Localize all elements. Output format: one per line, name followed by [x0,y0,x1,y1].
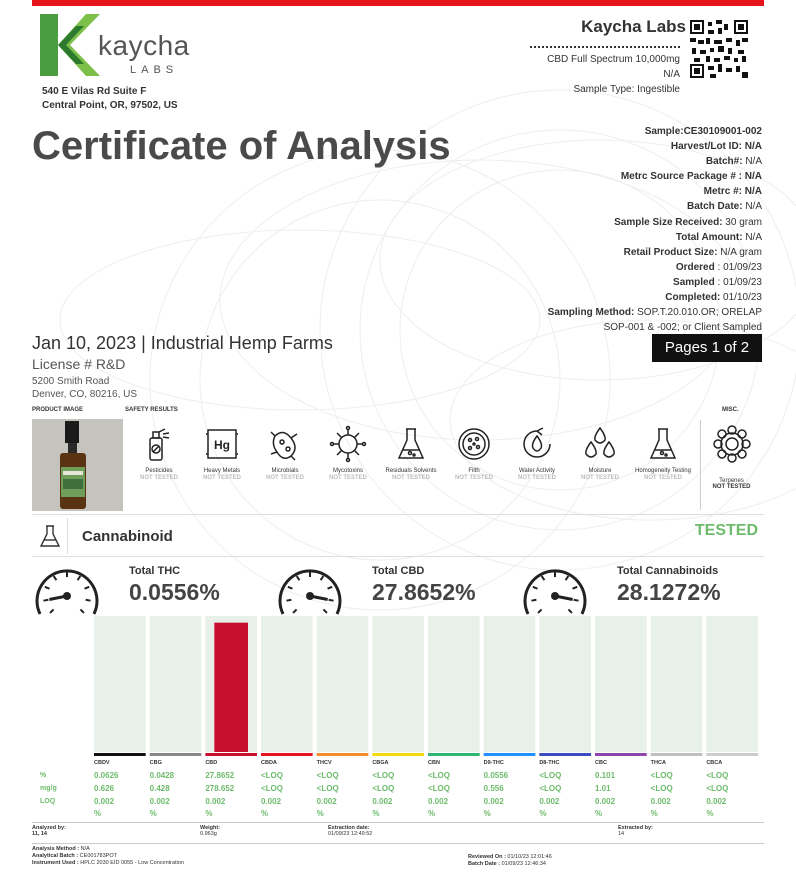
safety-label: Heavy Metals [203,468,241,474]
gauge-icon [520,562,590,620]
meta-row [548,139,762,154]
meta-value: : 01/09/23 [714,276,762,288]
table-cell: <LOQ [316,784,339,793]
spray-icon [139,424,179,464]
safety-results-header: SAFETY RESULTS [125,407,178,413]
safety-label: Filth [468,468,480,474]
row-label: LOQ [40,798,56,805]
meta-value: SOP-001 & -002; or Client Sampled [603,322,762,334]
category-color-line [317,753,369,756]
meta-key: Sampled [673,276,715,288]
table-cell: 1.01 [595,784,611,793]
misc-label: Terpenes [719,478,744,484]
category-color-line [706,753,758,756]
column-name: CBDA [261,760,277,766]
table-cell: % [372,809,380,818]
extraction-date [328,825,372,837]
table-cell: <LOQ [261,784,284,793]
meta-key: Metrc Source Package # : N/A [620,171,762,183]
gauge-value: 27.8652% [372,579,476,605]
safety-item [632,420,694,510]
extracted-by-value: 14 [618,831,625,837]
bar-background [372,616,424,752]
table-cell: 0.002 [428,797,449,806]
lab-address-line1: 540 E Vilas Rd Suite F [42,86,147,97]
gauge-icon [32,562,102,620]
table-cell: <LOQ [372,771,395,780]
reviewed-on-value: 01/10/23 12:01:46 [505,854,552,860]
table-cell: <LOQ [428,784,451,793]
gauge-icon [275,562,345,620]
column-name: CBN [428,760,440,766]
table-cell: % [706,809,714,818]
meta-key: Batch#: [705,156,743,168]
meta-row [548,154,762,169]
table-cell: 0.002 [149,797,170,806]
meta-key: Completed: [665,292,721,304]
category-color-line [94,753,146,756]
bar-background [428,616,480,752]
table-cell: % [149,809,157,818]
instrument-label: Instrument Used : [32,860,79,866]
misc-terpenes [700,420,762,510]
gauge-value: 0.0556% [129,579,220,605]
table-cell: <LOQ [539,771,562,780]
column-name: D9-THC [483,760,504,766]
bar-background [94,616,146,752]
table-cell: 0.002 [372,797,393,806]
safety-item [380,420,442,510]
meta-key: Sample:CE30109001-002 [644,126,762,137]
safety-label: Mycotoxins [332,468,363,474]
safety-status: NOT TESTED [265,475,304,481]
table-cell: 0.002 [595,797,616,806]
row-label: % [40,772,47,779]
misc-header: MISC. [722,407,739,413]
meta-row [548,290,762,305]
product-image-header: PRODUCT IMAGE [32,407,83,413]
safety-item [191,420,253,510]
instrument-value: HPLC 2030 EID 0055 - Low Concentration [78,860,184,866]
table-cell: 27.8652 [205,771,235,780]
sample-type: Sample Type: Ingestible [573,84,680,95]
batch-date-value: 01/09/23 12:46:34 [500,861,546,867]
safety-label: Water Activity [518,468,556,474]
svg-text:Hg: Hg [214,438,230,452]
product-image [32,419,123,511]
safety-status: NOT TESTED [580,475,619,481]
safety-status: NOT TESTED [202,475,241,481]
petri-icon [454,424,494,464]
meta-row [548,305,762,320]
meta-key: Ordered [675,261,715,273]
analyzed-by [32,825,66,837]
meta-key: Batch Date: [686,201,743,213]
table-cell: % [94,809,102,818]
table-cell: 0.0428 [149,771,175,780]
dotted-divider [530,46,680,48]
category-color-line [428,753,480,756]
table-cell: % [428,809,436,818]
analysis-method-label: Analysis Method : [32,846,80,852]
meta-row [548,124,762,139]
table-cell: % [261,809,269,818]
meta-key: Sampling Method: [547,307,635,319]
weight [200,825,220,837]
cannabinoid-bar-chart [93,616,761,756]
category-color-line [261,753,313,756]
pages-indicator: Pages 1 of 2 [652,334,762,362]
table-cell: 0.0626 [94,771,119,780]
bar-cbd [214,623,248,752]
category-color-line [651,753,703,756]
safety-status: NOT TESTED [643,475,682,481]
table-cell: % [316,809,324,818]
row-label: mg/g [40,785,57,792]
product-info [547,52,680,97]
meta-key: Harvest/Lot ID: N/A [670,141,762,153]
safety-status: NOT TESTED [391,475,430,481]
table-cell: <LOQ [316,771,339,780]
table-cell: <LOQ [428,771,451,780]
column-name: CBD [205,760,218,766]
table-cell: 0.002 [650,797,671,806]
client-city: Denver, CO, 80216, US [32,389,138,400]
category-color-line [372,753,424,756]
bar-background [539,616,591,752]
gauge-label: Total CBD [372,565,425,577]
analyzed-by-label: Analyzed by: [32,825,66,831]
misc-status: NOT TESTED [712,484,751,490]
microbe-icon [265,424,305,464]
safety-status: NOT TESTED [517,475,556,481]
table-cell: <LOQ [650,771,673,780]
flask-icon [32,518,68,554]
brand-sub: LABS [130,64,179,76]
product-name: CBD Full Spectrum 10,000mg [547,54,680,65]
reviewed-on-label: Reviewed On : [468,854,506,860]
meta-row [548,245,762,260]
table-cell: <LOQ [706,784,729,793]
table-cell: 0.101 [595,771,616,780]
meta-key: Total Amount: [675,231,743,243]
analytical-batch-label: Analytical Batch : [32,853,79,859]
client-license: License # R&D [32,356,126,372]
safety-item [128,420,190,510]
divider [32,843,764,844]
bar-background [651,616,703,752]
kaycha-logo-icon [40,14,100,76]
table-cell: 0.002 [205,797,226,806]
weight-label: Weight: [200,825,221,831]
category-color-line [205,753,257,756]
extracted-by-label: Extracted by: [618,825,653,831]
flask-icon [643,424,683,464]
analysis-method-value: N/A [79,846,90,852]
gauge-value: 28.1272% [617,579,721,605]
meta-key: Retail Product Size: [623,246,718,258]
divider [32,822,764,823]
table-cell: <LOQ [372,784,395,793]
table-cell: <LOQ [650,784,673,793]
terpene-flower-icon [712,424,752,464]
meta-value: 01/10/23 [720,292,762,304]
safety-label: Residuals Solvents [385,468,437,474]
flask-icon [391,424,431,464]
meta-value: SOP.T.20.010.OR; ORELAP [634,307,762,319]
table-cell: 0.002 [261,797,282,806]
table-cell: 0.002 [706,797,727,806]
sample-metadata [548,124,762,335]
table-cell: <LOQ [261,771,284,780]
meta-row [548,215,762,230]
cannabinoid-icon-box [32,518,68,554]
safety-label: Microbials [271,468,299,474]
safety-results-row [128,420,700,510]
category-color-line [484,753,536,756]
extraction-date-label: Extraction date: [328,825,370,831]
column-name: CBG [149,760,162,766]
bar-background [595,616,647,752]
drops-icon [580,424,620,464]
cannabinoid-status: TESTED [694,522,758,539]
divider [32,556,764,557]
bar-background [317,616,369,752]
batch-date-label: Batch Date : [468,861,501,867]
client-date-heading: Jan 10, 2023 | Industrial Hemp Farms [32,333,333,353]
water-cycle-icon [517,424,557,464]
extracted-by [618,825,653,837]
table-cell: % [483,809,491,818]
column-name: D8-THC [539,760,560,766]
table-cell: 0.002 [483,797,504,806]
column-name: CBGA [372,760,389,766]
gauge-label: Total Cannabinoids [617,565,719,577]
divider [32,514,764,515]
table-cell: 0.002 [316,797,337,806]
meta-row [548,230,762,245]
meta-value: N/A [742,156,762,168]
safety-item [506,420,568,510]
safety-item [254,420,316,510]
bar-background [261,616,313,752]
meta-value: N/A gram [717,246,762,258]
column-name: THCA [650,760,666,766]
lab-address-line2: Central Point, OR, 97502, US [42,100,178,111]
cannabinoid-title: Cannabinoid [82,528,173,545]
category-color-line [595,753,647,756]
gauge-label: Total THC [129,565,181,577]
meta-value: : 01/09/23 [714,261,762,273]
table-cell: 0.0556 [483,771,509,780]
safety-status: NOT TESTED [328,475,367,481]
table-cell: 0.002 [539,797,560,806]
top-accent-bar [32,0,764,6]
weight-value: 0.963g [200,831,217,837]
table-cell: 0.556 [483,784,504,793]
bar-background [150,616,202,752]
meta-key: Sample Size Received: [614,216,723,228]
meta-value: N/A [742,201,762,213]
meta-row [548,184,762,199]
meta-value: N/A [742,231,762,243]
meta-row [548,199,762,214]
table-cell: % [539,809,547,818]
analyzed-by-value: 11, 14 [32,831,47,837]
page-title: Certificate of Analysis [32,124,451,168]
virus-icon [328,424,368,464]
column-name: CBCA [706,760,723,766]
analysis-details [32,846,184,867]
safety-status: NOT TESTED [454,475,493,481]
table-cell: <LOQ [706,771,729,780]
lab-name: Kaycha Labs [581,17,686,36]
client-street: 5200 Smith Road [32,376,110,387]
column-name: CBDV [94,760,110,766]
meta-row [548,275,762,290]
product-na: N/A [663,69,680,80]
table-cell: 0.002 [94,797,115,806]
safety-item [443,420,505,510]
safety-item [569,420,631,510]
meta-key: Metrc #: N/A [703,186,762,198]
meta-row [548,260,762,275]
table-cell: % [205,809,213,818]
hg-icon [202,424,242,464]
safety-item [317,420,379,510]
safety-label: Moisture [588,468,612,474]
extraction-date-value: 01/09/23 12:49:52 [328,831,373,837]
table-cell: 0.626 [94,784,115,793]
analytical-batch-value: CE001783POT [78,853,117,859]
safety-label: Pesticides [145,468,173,474]
meta-value: 30 gram [722,216,762,228]
category-color-line [539,753,591,756]
table-cell: % [595,809,603,818]
table-cell: % [650,809,658,818]
column-name: THCV [316,760,332,766]
column-name: CBC [595,760,607,766]
review-details [468,854,552,868]
category-color-line [150,753,202,756]
safety-status: NOT TESTED [139,475,178,481]
bar-background [484,616,536,752]
bar-background [706,616,758,752]
table-cell: 0.428 [149,784,170,793]
brand-name: kaycha [98,30,190,61]
meta-row [548,169,762,184]
qr-code-icon[interactable] [690,20,748,78]
safety-label: Homogeneity Testing [635,468,691,474]
table-cell: <LOQ [539,784,562,793]
table-cell: 278.652 [205,784,235,793]
